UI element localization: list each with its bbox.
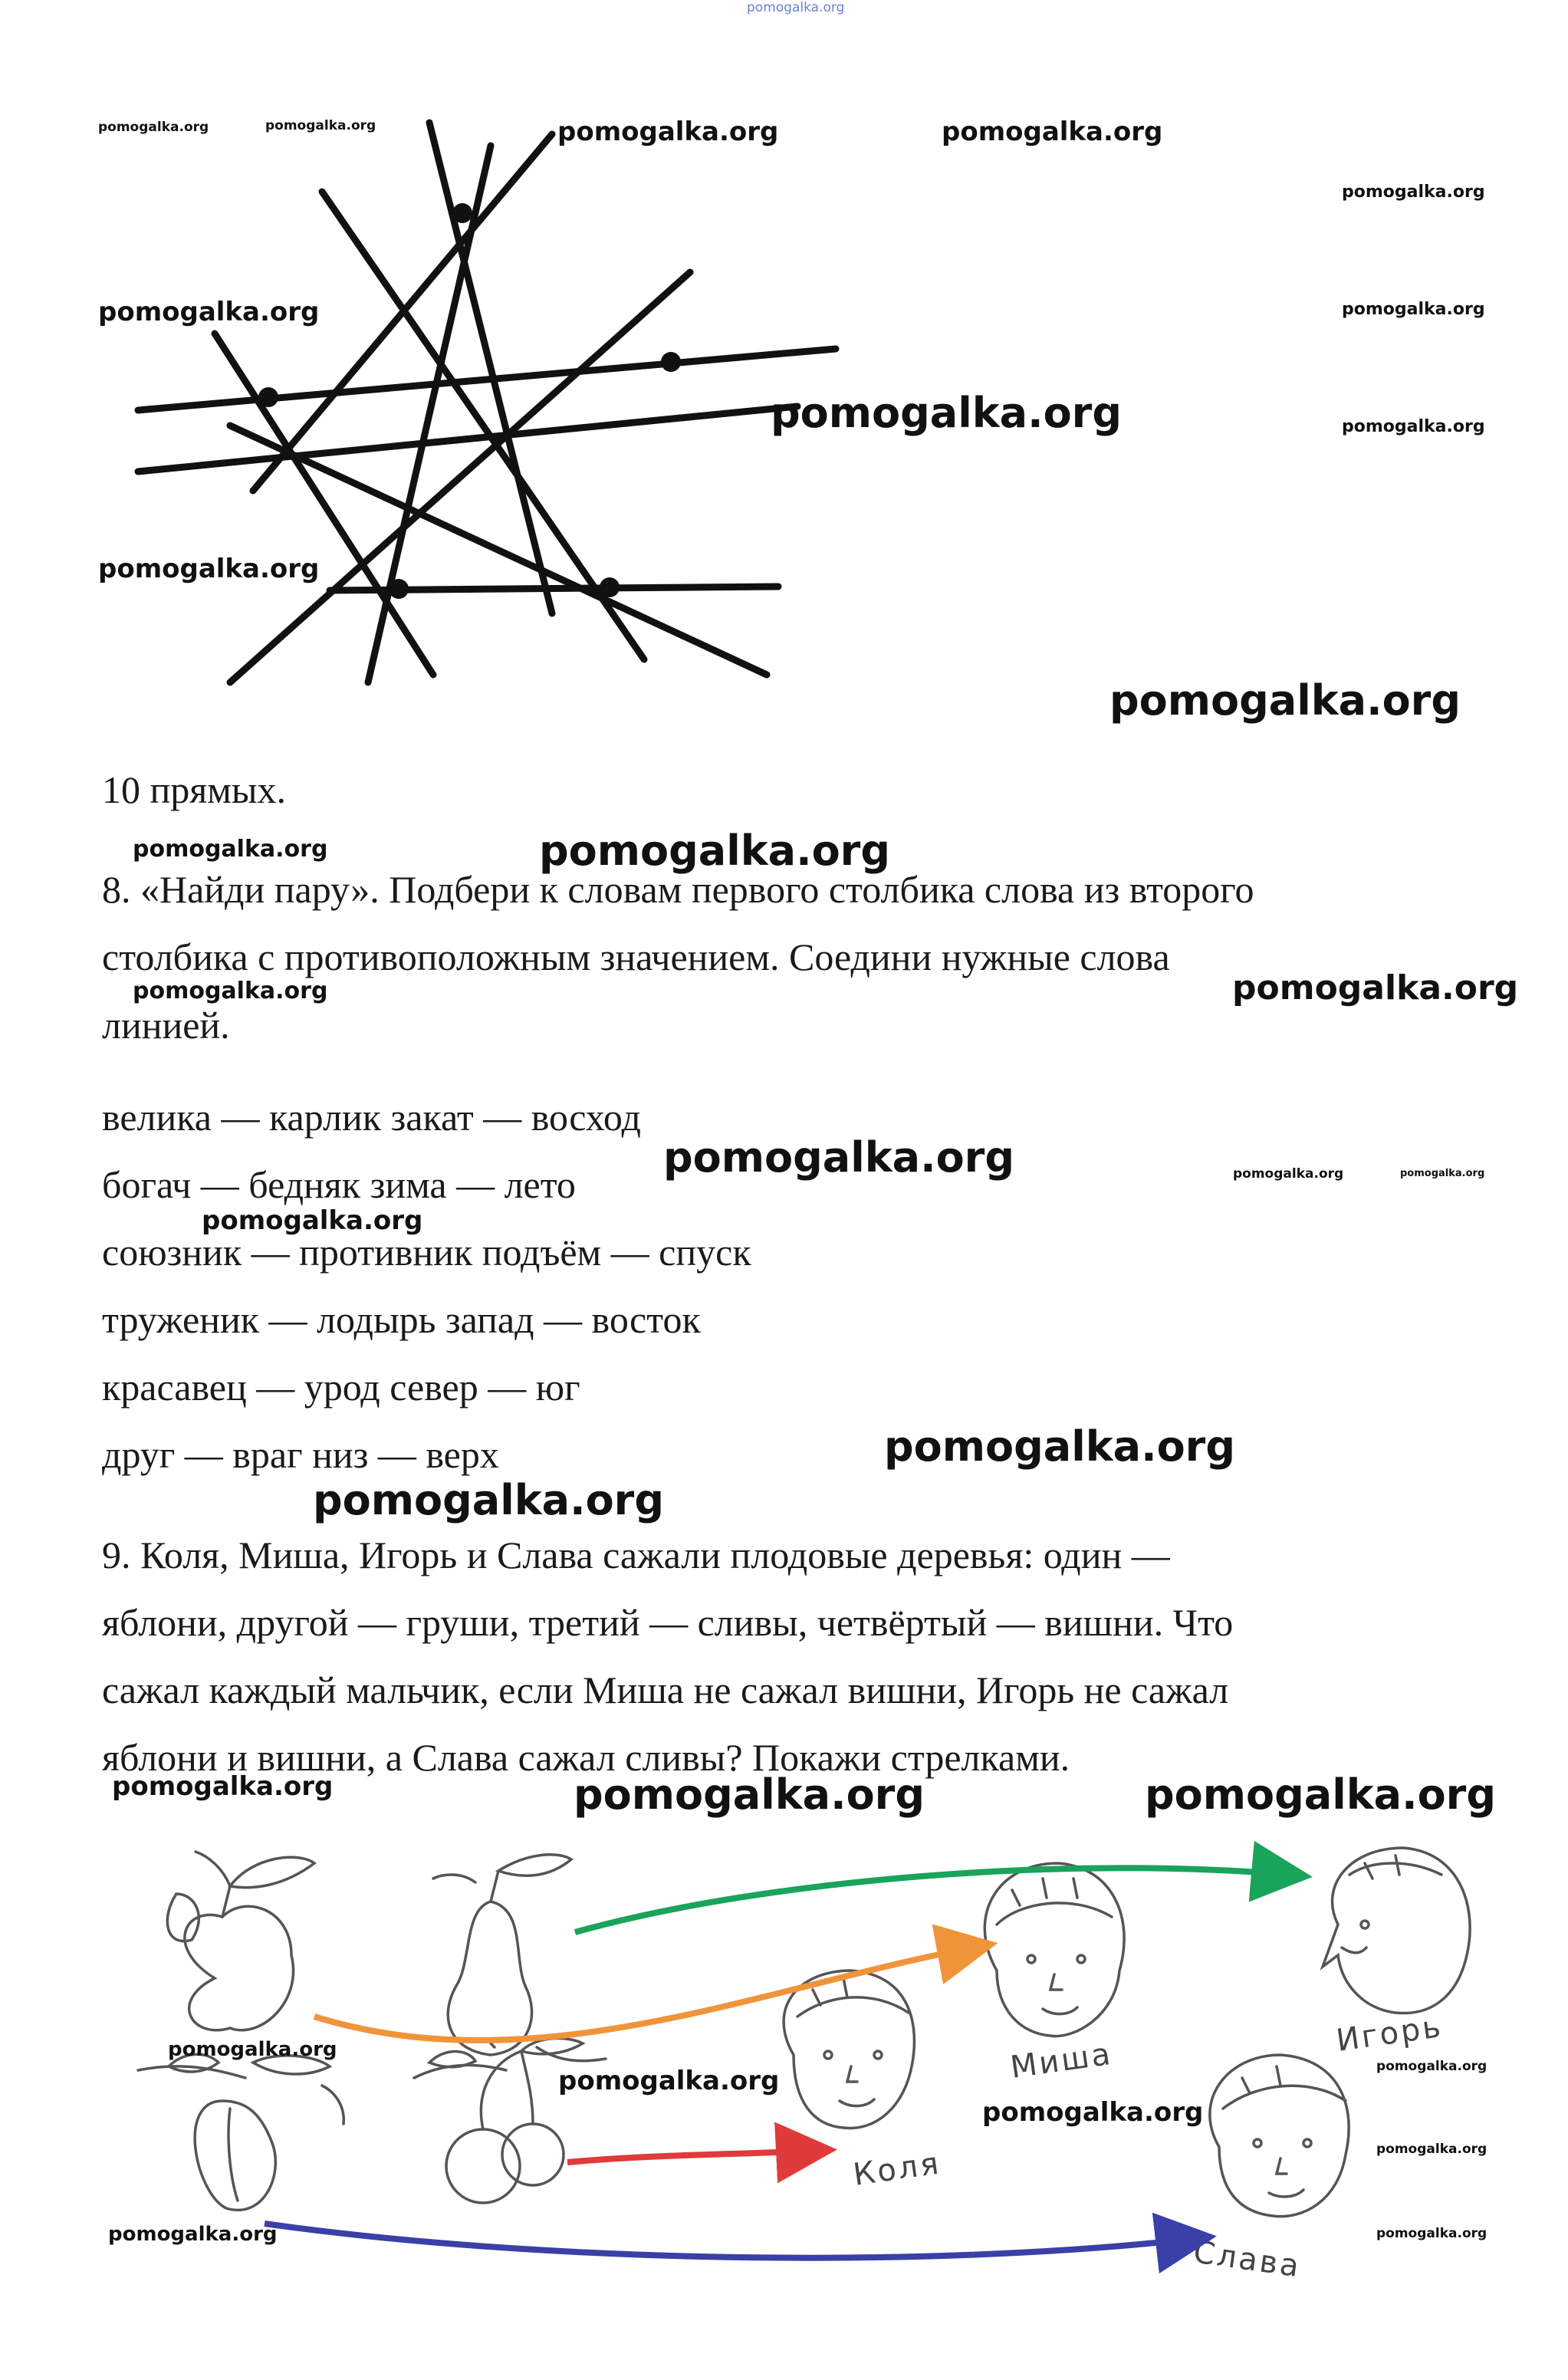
figure-point	[389, 579, 409, 599]
task7-answer: 10 прямых.	[102, 768, 286, 811]
watermark: pomogalka.org	[574, 1770, 925, 1819]
watermark: pomogalka.org	[1342, 417, 1485, 436]
watermark: pomogalka.org	[1400, 1168, 1485, 1179]
boy-slava-icon	[1210, 2055, 1349, 2217]
watermark: pomogalka.org	[313, 1476, 664, 1524]
figure-point	[258, 387, 278, 407]
watermark: pomogalka.org	[884, 1422, 1235, 1471]
figure-point	[600, 577, 620, 597]
task9-line3: сажал каждый мальчик, если Миша не сажал вишни, Игорь не сажал	[102, 1668, 1229, 1711]
watermark: pomogalka.org	[663, 1133, 1014, 1182]
figure-point	[452, 203, 472, 223]
arrow-plum-to-slava	[265, 2224, 1192, 2258]
watermark: pomogalka.org	[1342, 300, 1485, 319]
cherry-icon	[414, 2038, 606, 2203]
figure-line	[429, 123, 552, 613]
task8-prompt-line2: столбика с противоположным значением. Соедини нужные слова	[102, 935, 1170, 978]
watermark: pomogalka.org	[133, 978, 328, 1004]
task8-prompt-line1: 8. «Найди пару». Подбери к словам первого столбика слова из второго	[102, 868, 1254, 911]
watermark: pomogalka.org	[1232, 968, 1519, 1008]
figure-line	[230, 426, 767, 675]
watermark: pomogalka.org	[1109, 676, 1461, 725]
watermark: pomogalka.org	[202, 1205, 423, 1236]
figure-point	[661, 352, 681, 372]
watermark: pomogalka.org	[1376, 2059, 1487, 2074]
watermark: pomogalka.org	[1342, 182, 1485, 202]
watermark: pomogalka.org	[539, 827, 890, 875]
arrow-pear-to-igor	[575, 1868, 1288, 1932]
pair-row: велика — карлик закат — восход	[102, 1096, 641, 1139]
watermark: pomogalka.org	[1233, 1166, 1344, 1182]
boy-misha-icon	[985, 1863, 1124, 2036]
watermark: pomogalka.org	[1376, 2226, 1487, 2241]
watermark: pomogalka.org	[133, 836, 328, 863]
task9-line2: яблони, другой — груши, третий — сливы, четвёртый — вишни. Что	[102, 1601, 1234, 1644]
arrow-cherry-to-kolya	[567, 2151, 813, 2162]
task8-prompt-line3: линией.	[102, 1004, 230, 1047]
pair-row: друг — враг низ — верх	[102, 1433, 499, 1476]
watermark: pomogalka.org	[265, 118, 376, 133]
watermark: pomogalka.org	[771, 389, 1122, 437]
watermark: pomogalka.org	[1376, 2142, 1487, 2157]
watermark: pomogalka.org	[982, 2097, 1204, 2128]
pair-row: богач — бедняк зима — лето	[102, 1163, 576, 1206]
plum-icon	[138, 2054, 344, 2210]
lines-figure	[0, 0, 1568, 767]
task9-line4: яблони и вишни, а Слава сажал сливы? Покажи стрелками.	[102, 1736, 1070, 1779]
watermark: pomogalka.org	[558, 2066, 780, 2096]
watermark: pomogalka.org	[98, 554, 320, 584]
watermark: pomogalka.org	[1145, 1770, 1496, 1819]
watermark: pomogalka.org	[98, 297, 320, 327]
pair-row: красавец — урод север — юг	[102, 1366, 580, 1409]
pair-row: труженик — лодырь запад — восток	[102, 1298, 701, 1341]
boy-label-misha: Миша	[1008, 2036, 1115, 2086]
boy-label-slava: Слава	[1191, 2234, 1303, 2285]
watermark: pomogalka.org	[98, 120, 209, 135]
boy-label-kolya: Коля	[850, 2145, 943, 2193]
boy-label-igor: Игорь	[1333, 2008, 1445, 2059]
apple-icon	[167, 1852, 314, 2030]
boy-kolya-icon	[784, 1971, 914, 2129]
arrow-apple-to-misha	[314, 1948, 974, 2040]
watermark: pomogalka.org	[557, 117, 779, 147]
pear-icon	[433, 1855, 571, 2055]
figure-line	[138, 406, 797, 472]
watermark: pomogalka.org	[168, 2038, 337, 2061]
watermark: pomogalka.org	[108, 2223, 278, 2246]
task9-line1: 9. Коля, Миша, Игорь и Слава сажали плодовые деревья: один —	[102, 1534, 1170, 1576]
header-watermark: pomogalka.org	[747, 0, 845, 15]
pair-row: союзник — противник подъём — спуск	[102, 1231, 751, 1274]
boy-igor-icon	[1323, 1848, 1470, 2013]
watermark: pomogalka.org	[942, 117, 1163, 147]
watermark: pomogalka.org	[112, 1771, 334, 1802]
